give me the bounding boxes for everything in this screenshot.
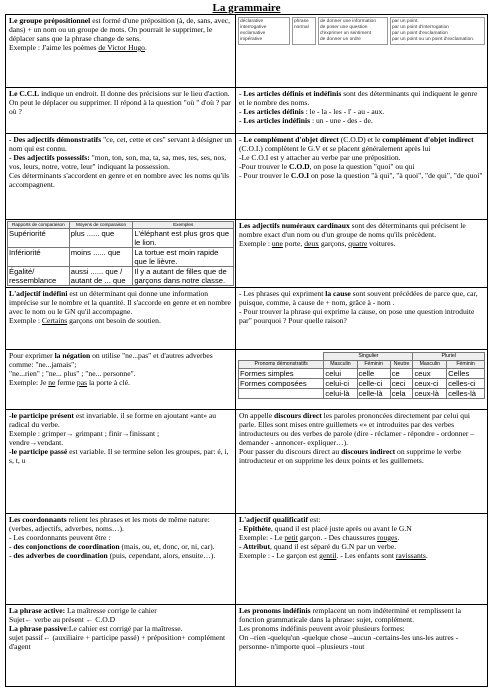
phrase-label: phrase (294, 19, 309, 24)
example-underlined: Certains (41, 315, 68, 325)
cell: celle-ci (357, 378, 390, 388)
row-1 (6, 15, 488, 88)
text: ferme (55, 377, 77, 387)
ccl-cell (6, 88, 236, 134)
cell: aussi ...... que / autant de ... que (69, 266, 133, 285)
text: Exemple : J'aime les poèmes (9, 43, 99, 52)
heading: la négation (54, 350, 91, 360)
column-header: Masculin (413, 360, 447, 368)
text: Pour exprimer (9, 350, 55, 360)
pronoms-table (238, 352, 485, 399)
column-header: Singulier (324, 352, 413, 360)
type-label: exclamative (240, 31, 266, 36)
heading: - Les articles indéfinis (239, 116, 311, 125)
text: Exemple : (239, 239, 272, 248)
text: les paroles prononcées directement par celui qui parle. Elles sont mises entre guillemets «» et introduites par des verbes introducteurs ou des verbes de parole (dire - réclamer - répondre - ordonner – demander - annoncer- expliquer…). (239, 410, 475, 447)
cell: celle-là (357, 388, 390, 398)
text: "ne...rien" ; "ne... plus" ; "ne... personne". (9, 368, 136, 378)
heading: Le groupe prépositionnel (9, 16, 91, 25)
heading: discours indirect (341, 446, 396, 456)
text: est formé d'une préposition (à, de, sans, avec, dans) + un nom ou un groupe de mots. On pourrait le supprimer, le déplacer sans que la phrase change de sens. (9, 16, 230, 43)
column-header: Pluriel (413, 352, 485, 360)
text: . (144, 43, 147, 52)
example-underlined: ne (48, 377, 56, 387)
table-row (8, 247, 234, 266)
cell: celui-là (324, 388, 357, 398)
text: -Pour trouver le (239, 162, 289, 171)
pronoms-demonstratifs-cell (236, 349, 488, 409)
text: Exemple: - Le (239, 532, 285, 542)
heading: - des adverbes de coordination (9, 550, 108, 560)
text: on utilise "ne...pas" et d'autres adverbes comme: "ne...jamais"; (9, 350, 213, 369)
types-de-phrase-cell (236, 15, 488, 88)
text: porte, (282, 239, 305, 248)
heading: -le participe présent (9, 410, 74, 420)
text: -Le C.O.I est y attacher au verbe par une préposition. (239, 153, 401, 162)
text: on pose la question "à qui", "à quoi", "de qui", "de quoi" (309, 171, 483, 180)
text: . - Les enfants sont (336, 550, 396, 560)
cell: moins ...... que (69, 247, 133, 266)
heading: Les coordonnants (9, 514, 67, 524)
heading: Les adjectifs numéraux cardinaux (239, 221, 350, 230)
heading: - Les articles définis (239, 107, 304, 116)
coordonnants-cell (6, 513, 236, 604)
heading: - Epithète (239, 523, 271, 533)
text: - Pour trouver le (239, 171, 291, 180)
purpose-label: de poser une question (320, 25, 368, 30)
text: Exemple : (9, 315, 42, 325)
column-header: Exemples (133, 222, 234, 229)
text: Exemple: Je (9, 377, 49, 387)
column-header: Neutre (390, 360, 413, 368)
cell: celui-ci (324, 378, 357, 388)
text: , quand il est placé juste après ou avant le G.N (270, 523, 412, 533)
text: . (397, 532, 400, 542)
grammar-grid (5, 14, 488, 687)
heading: L'adjectif indéfini (9, 288, 68, 298)
text: voitures. (367, 239, 396, 248)
cell: Formes composées (239, 378, 324, 388)
column-header: Féminin (447, 360, 485, 368)
adjectif-indefini-cell (6, 287, 236, 349)
heading: Les pronoms indéfinis (239, 605, 311, 615)
heading: - Les articles définis et indéfinis (239, 89, 342, 98)
example-underlined: gentil (319, 550, 337, 560)
text: indique un endroit. Il donne des précisions sur le lieu d'action. On peut le déplacer ou supprimer. Il répond à la question "où " d'où ? par où ? (9, 89, 231, 116)
example-underlined: une (271, 239, 283, 248)
text: est variable. Il se termine selon les groupes, par: é, i, s, t, u (9, 446, 229, 465)
text: . (425, 550, 428, 560)
cause-cell (236, 287, 488, 349)
adjectifs-numeraux-cell (236, 220, 488, 288)
column-header: Féminin (357, 360, 390, 368)
comparaison-table (7, 221, 234, 286)
text: - Pour trouver la phrase qui exprime la cause, on pose une question introduite par" pourquoi ? Pour quelle raison? (239, 306, 475, 325)
cell: ceux-là (413, 388, 447, 398)
heading: - des conjonctions de coordination (9, 541, 120, 551)
text: (mais, ou, et, donc, or, ni, car). (119, 541, 215, 551)
text: :Le cahier est corrigé par la maîtresse. (66, 623, 183, 633)
text: est: (307, 514, 321, 524)
text: Ces déterminants s'accordent en genre et en nombre avec les noms qu'ils accompagnent. (9, 171, 230, 189)
cell: La tortue est moin rapide que le lièvre. (133, 247, 234, 266)
text: La maîtresse corrige le cahier (65, 605, 157, 615)
ending-label: par un point. (392, 19, 419, 24)
cell: Égalité/ ressemblance (8, 266, 70, 285)
table-row (239, 378, 485, 388)
text: "ce, cet, cette et ces" servant à désigner un nom qui est connu. (9, 135, 232, 153)
heading: La phrase passive (9, 623, 67, 633)
phrase-active-passive-cell (6, 604, 236, 686)
cell: Celles (447, 368, 485, 378)
text: sont des déterminants qui précisent le nombre exact d'un nom ou d'un groupe de noms qu'ils précèdent. (239, 221, 466, 239)
cod-coi-cell (236, 134, 488, 220)
text: la porte à clé. (87, 377, 130, 387)
row-4 (6, 220, 488, 288)
cell: cela (390, 388, 413, 398)
text: garçons, (318, 239, 349, 248)
text: (C.O.I.) complètent le G.V et se placent généralement après lui (239, 144, 431, 153)
cell: celui (324, 368, 357, 378)
text: sont souvent précédées de parce que, car, puisque, comme, à cause de + nom, grâce à - nom . (239, 288, 478, 307)
ending-label: par un point d'interrogation (392, 25, 449, 30)
row-6 (6, 349, 488, 409)
text: : le - la - les - l' - au - aux. (303, 107, 385, 116)
cell: ceux (413, 368, 447, 378)
adjectifs-demonstratifs-cell (6, 134, 236, 220)
text: , quand il est séparé du G.N par un verbe. (270, 541, 397, 551)
text: garçons ont besoin de soutien. (67, 315, 161, 325)
text: Exemple : - Le garçon est (239, 550, 320, 560)
column-header: Moyens de comparaison (69, 222, 133, 229)
text: remplacent un nom indéterminé et remplissent la fonction grammaticale dans la phrase: sujet, complément. (239, 605, 461, 624)
cell: Infériorité (8, 247, 70, 266)
heading: L'adjectif qualificatif (239, 514, 308, 524)
cell: ceci (390, 378, 413, 388)
row-8 (6, 513, 488, 604)
column-header: Masculin (324, 360, 357, 368)
heading: Le C.C.L (9, 89, 40, 98)
heading: -le participe passé (9, 446, 68, 456)
text: - Les phrases qui expriment (239, 288, 326, 298)
cell: L'éléphant est plus gros que le lion. (133, 228, 234, 247)
text: est un déterminant qui donne une information imprécise sur le nombre et la quantité. Il s'accorde en genre et en nombre avec le nom ou le GN qu'il accompagne. (9, 288, 231, 316)
example-underlined: petit (284, 532, 298, 542)
example-underlined: de Victor Hugo (98, 43, 145, 52)
row-3 (6, 134, 488, 220)
row-5 (6, 287, 488, 349)
text: Les pronoms indéfinis peuvent avoir plusieurs formes: (239, 623, 405, 633)
example-underlined: ravissants (395, 550, 426, 560)
type-label: déclarative (240, 19, 264, 24)
cell: celles-là (447, 388, 485, 398)
purpose-label: de donner une information (320, 19, 377, 24)
heading: - Attribut (239, 541, 271, 551)
pronoms-indefinis-cell (236, 604, 488, 686)
text: On –rien -quelqu'un -quelque chose –aucun -certains-les uns-les autres -personne- n'importe quoi –plusieurs -tout (239, 632, 459, 651)
text: Exemple : grimper→ grimpant ; finir→finissant ; (9, 428, 160, 438)
row-7 (6, 409, 488, 513)
example-underlined: quatre (348, 239, 368, 248)
purpose-label: d'exprimer un sentiment (320, 31, 372, 36)
cell: celle (357, 368, 390, 378)
example-underlined: pas (76, 377, 88, 387)
heading: complément d'objet indirect (382, 135, 474, 144)
table-row (8, 228, 234, 247)
heading: C.O.I (290, 171, 310, 180)
row-header: Pronoms démonstratifs (239, 360, 324, 368)
text: "mon, ton, son, ma, ta, sa, mes, tes, ses, nos, vos, leurs, notre, votre, leur" indiquant la possession. (9, 153, 227, 171)
cell: Formes simples (239, 368, 324, 378)
row-2 (6, 88, 488, 134)
type-label: impérative (240, 37, 263, 42)
text: , on pose la question "quoi" ou qui (309, 162, 415, 171)
example-underlined: deux (304, 239, 319, 248)
heading: - Des adjectifs démonstratifs (9, 135, 102, 144)
text: relient les phrases et les mots de même nature: (verbes, adjectifs, adverbes, noms…). (9, 514, 210, 533)
discours-cell (236, 409, 488, 513)
example-underlined: rouges (377, 532, 398, 542)
text: garçon. - Des chaussures (297, 532, 378, 542)
comparaison-cell (6, 220, 236, 288)
heading: La phrase active: (9, 605, 66, 615)
row-9 (6, 604, 488, 686)
page-title: La grammaire (212, 2, 281, 14)
table-row (239, 388, 485, 398)
text: sujet passif← (auxiliaire + participe passé) + préposition+ complément d'agent (9, 632, 226, 651)
cell: plus ...... que (69, 228, 133, 247)
cell (239, 388, 324, 398)
cell: ce (390, 368, 413, 378)
participes-cell (6, 409, 236, 513)
types-de-phrase-figure (238, 17, 485, 45)
groupe-prepositionnel-cell (6, 15, 236, 88)
text: est invariable. il se forme en ajoutant «ant» au radical du verbe. (9, 410, 217, 429)
table-row (239, 368, 485, 378)
cell: ceux-ci (413, 378, 447, 388)
text: : un - une - des - de. (310, 116, 373, 125)
articles-cell (236, 88, 488, 134)
text: sont des déterminants qui indiquent le genre et le nombre des noms. (239, 89, 478, 107)
column-header: Rapports de comparaison (8, 222, 70, 229)
text: Sujet← verbe au présent ← C.O.D (9, 614, 116, 624)
heading: - Des adjectifs possessifs: (9, 153, 90, 162)
text: on supprime le verbe introducteur et on supprime les deux points et les guillemets. (239, 446, 461, 465)
purpose-label: de donner un ordre (320, 37, 361, 42)
cell: Il y a autant de filles que de garçons dans notre classe. (133, 266, 234, 285)
type-label: interrogative (240, 25, 267, 30)
cell: celles-ci (447, 378, 485, 388)
negation-cell (6, 349, 236, 409)
heading: C.O.D (288, 162, 310, 171)
text: vendre→vendant. (9, 437, 64, 447)
cell: Supériorité (8, 228, 70, 247)
adjectif-qualificatif-cell (236, 513, 488, 604)
text: On appelle (239, 410, 275, 420)
heading: - Le complément d'objet direct (239, 135, 339, 144)
text: (puis, cependant, alors, ensuite…). (107, 550, 216, 560)
text: (C.O.D) et le (338, 135, 383, 144)
text: - Les coordonnants peuvent être : (9, 532, 111, 542)
phrase-label: normal (294, 25, 309, 30)
table-row (8, 266, 234, 285)
ending-label: par un point d'exclamation (392, 31, 448, 36)
ending-label: par un point ou un point d'exclamation. (392, 37, 475, 42)
heading: la cause (325, 288, 351, 298)
heading: discours direct (274, 410, 322, 420)
text: Pour passer du discours direct au (239, 446, 342, 456)
